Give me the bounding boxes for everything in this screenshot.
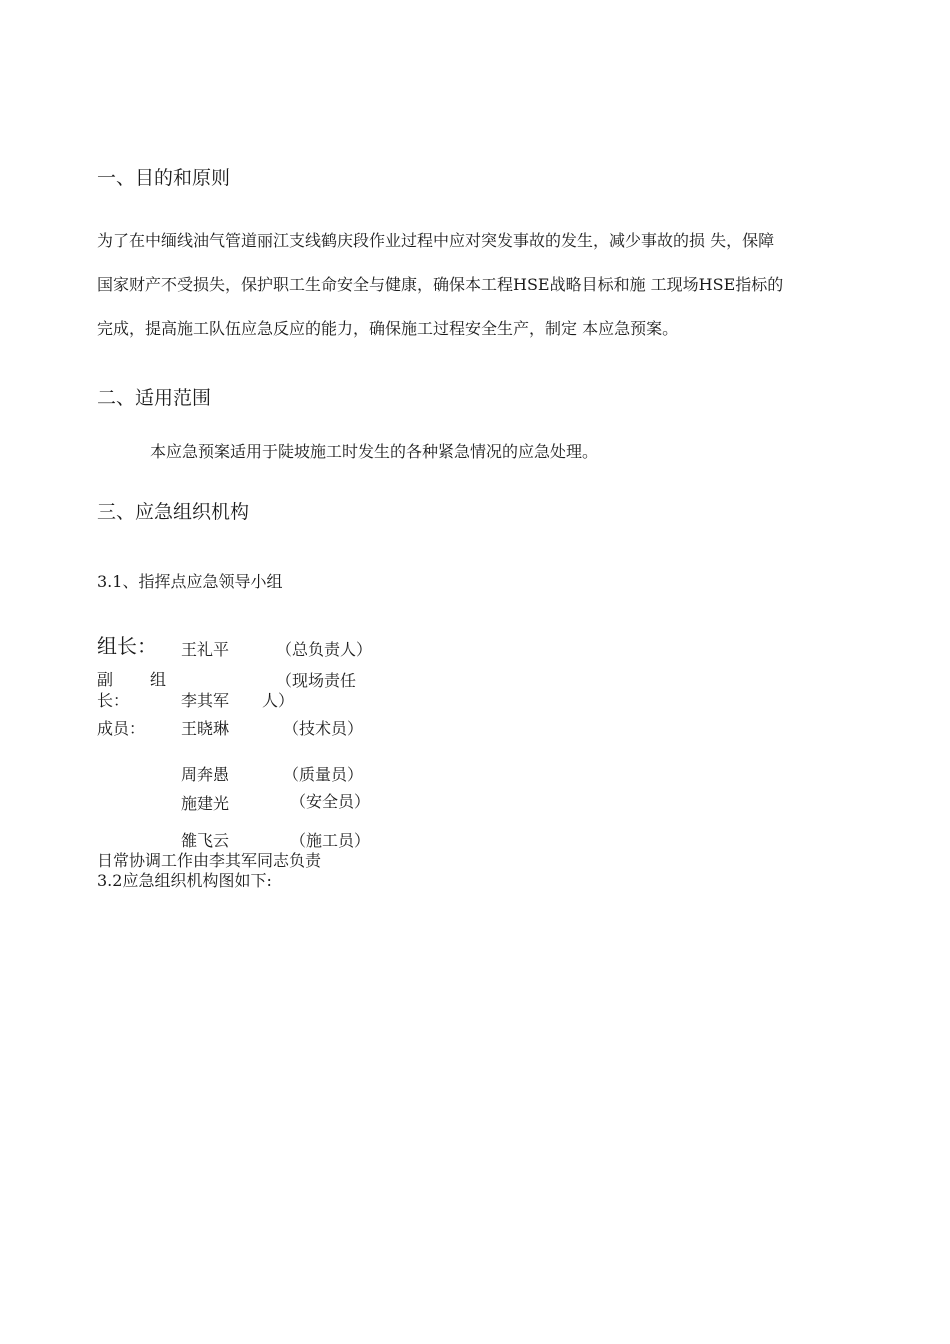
deputy-role-line-1: （现场责任: [276, 671, 357, 690]
member-name: 王晓琳: [181, 719, 230, 738]
member-name: 周奔愚: [181, 765, 230, 784]
member-name: 施建光: [181, 794, 230, 813]
deputy-label-part-3: 长：: [97, 691, 130, 710]
member-role: （质量员）: [283, 765, 364, 784]
section-3-heading: 三、应急组织机构: [97, 501, 250, 523]
deputy-role-line-2: 人）: [262, 691, 295, 710]
deputy-label-part-2: 组: [150, 670, 167, 689]
paragraph-line-3: 完成，提高施工队伍应急反应的能力，确保施工过程安全生产，制定 本应急预案。: [97, 319, 679, 338]
subsection-3-1-title: 3.1、指挥点应急领导小组: [97, 572, 283, 591]
member-role: （施工员）: [290, 831, 371, 850]
member-role: （安全员）: [290, 792, 371, 811]
paragraph-line-2: 国家财产不受损失，保护职工生命安全与健康，确保本工程HSE战略目标和施 工现场HSE指标的: [97, 275, 784, 294]
deputy-label-part-1: 副: [97, 670, 114, 689]
member-role: （技术员）: [283, 719, 364, 738]
member-name: 雒飞云: [181, 831, 230, 850]
subsection-3-2-title: 3.2应急组织机构图如下:: [97, 871, 272, 890]
leader-role: （总负责人）: [276, 640, 373, 659]
leader-label: 组长：: [97, 634, 157, 658]
section-2-heading: 二、适用范围: [97, 387, 212, 409]
scope-text: 本应急预案适用于陡坡施工时发生的各种紧急情况的应急处理。: [150, 442, 599, 461]
leader-name: 王礼平: [181, 640, 230, 659]
section-1-heading: 一、目的和原则: [97, 167, 231, 189]
members-label: 成员：: [97, 719, 146, 738]
coordination-note: 日常协调工作由李其军同志负责: [97, 851, 322, 870]
paragraph-line-1: 为了在中缅线油气管道丽江支线鹤庆段作业过程中应对突发事故的发生，减少事故的损 失，保障: [97, 231, 775, 250]
deputy-name: 李其军: [181, 691, 230, 710]
